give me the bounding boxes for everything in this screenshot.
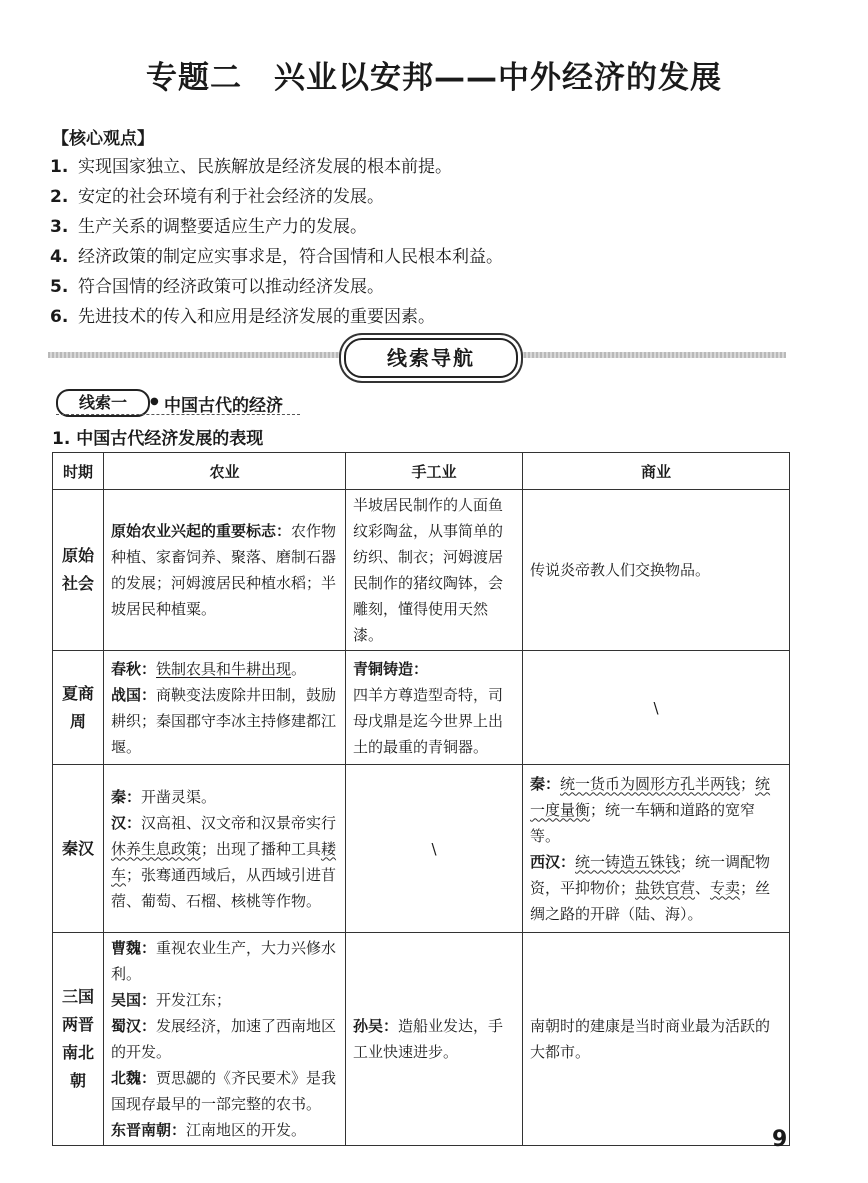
cell-text: ；统一车辆和道路的宽窄等。 [530, 800, 756, 845]
commerce-cell-empty: \ [523, 651, 790, 765]
clue-title: 中国古代的经济 [164, 396, 283, 416]
divider-right [520, 352, 786, 358]
cell-text: 开发江东； [156, 991, 232, 1009]
cell-text: 汉高祖、汉文帝和汉景帝实行 [141, 813, 337, 832]
table-header-row [53, 453, 790, 490]
cell-text: ；张骞通西域后，从西域引进苜蓿、葡萄、石榴、核桃等作物。 [111, 865, 337, 910]
commerce-cell: 南朝时的建康是当时商业最为活跃的大都市。 [523, 933, 790, 1146]
core-views-list [50, 152, 830, 332]
keyword: 秦： [530, 774, 561, 793]
handicraft-cell [346, 933, 523, 1146]
item-number: 3. [50, 217, 69, 237]
clue-underline [56, 414, 300, 415]
commerce-cell: 传说炎帝教人们交换物品。 [523, 490, 790, 651]
keyword: 曹魏： [111, 939, 157, 957]
list-item [50, 152, 830, 182]
cell-text: 四羊方尊造型奇特，司母戊鼎是迄今世界上出土的最重的青铜器。 [353, 685, 504, 756]
cell-text: 重视农业生产，大力兴修水利。 [111, 939, 337, 983]
underlined-text: 铁制农具和牛耕出现 [156, 659, 292, 678]
keyword: 春秋： [111, 659, 157, 678]
item-text: 符合国情的经济政策可以推动经济发展。 [78, 277, 384, 297]
keyword: 蜀汉： [111, 1017, 157, 1035]
wavy-underlined-text: 专卖 [710, 878, 741, 897]
list-item [50, 182, 830, 212]
cell-text: 贾思勰的《齐民要术》是我国现存最早的一部完整的农书。 [111, 1069, 337, 1113]
column-header-commerce: 商业 [523, 453, 790, 490]
page-number: 9 [772, 1127, 788, 1152]
core-views-header: 【核心观点】 [52, 129, 154, 149]
table-row [53, 765, 790, 933]
item-number: 5. [50, 277, 69, 297]
item-number: 6. [50, 307, 69, 327]
cell-text: ；出现了播种工具 [201, 839, 322, 858]
clue-navigation-banner: 线索导航 [344, 338, 518, 378]
keyword: 北魏： [111, 1069, 157, 1087]
column-header-agriculture: 农业 [104, 453, 346, 490]
period-cell: 夏商周 [53, 651, 104, 765]
commerce-cell [523, 765, 790, 933]
cell-text: 农作物种植、家畜饲养、聚落、磨制石器的发展；河姆渡居民种植水稻；半坡居民种植粟。 [111, 522, 337, 618]
cell-text: 造船业发达，手工业快速进步。 [353, 1017, 504, 1061]
keyword: 原始农业兴起的重要标志： [111, 522, 292, 540]
handicraft-cell [346, 651, 523, 765]
table-row [53, 933, 790, 1146]
keyword: 西汉： [530, 852, 576, 871]
wavy-underlined-text: 统一铸造五铢钱 [575, 852, 681, 871]
agriculture-cell [104, 933, 346, 1146]
item-text: 先进技术的传入和应用是经济发展的重要因素。 [78, 307, 435, 327]
item-text: 安定的社会环境有利于社会经济的发展。 [78, 187, 384, 207]
cell-text: 开凿灵渠。 [141, 787, 217, 806]
period-cell: 原始社会 [53, 490, 104, 651]
column-header-handicraft: 手工业 [346, 453, 523, 490]
cell-text: 。 [291, 659, 307, 678]
economy-table [52, 452, 790, 1146]
agriculture-cell [104, 490, 346, 651]
wavy-underlined-text: 统一度量衡 [530, 774, 771, 819]
agriculture-cell [104, 765, 346, 933]
period-cell: 秦汉 [53, 765, 104, 933]
item-text: 实现国家独立、民族解放是经济发展的根本前提。 [78, 157, 452, 177]
bullet-dot-icon: ● [150, 396, 159, 407]
section-heading: 1. 中国古代经济发展的表现 [52, 429, 264, 449]
cell-text: ；丝绸之路的开辟（陆、海）。 [530, 878, 771, 923]
wavy-underlined-text: 休养生息政策 [111, 839, 202, 858]
cell-text: ；统一调配物资，平抑物价； [530, 852, 771, 897]
item-text: 经济政策的制定应实事求是，符合国情和人民根本利益。 [78, 247, 503, 267]
keyword: 汉： [111, 813, 142, 832]
item-number: 2. [50, 187, 69, 207]
list-item [50, 212, 830, 242]
wavy-underlined-text: 耧车 [111, 839, 337, 884]
keyword: 战国： [111, 685, 157, 704]
period-cell: 三国两晋南北朝 [53, 933, 104, 1146]
wavy-underlined-text: 盐铁官营 [635, 878, 696, 897]
divider-left [48, 352, 344, 358]
list-item [50, 272, 830, 302]
keyword: 孙吴： [353, 1017, 399, 1035]
table-row [53, 651, 790, 765]
keyword: 吴国： [111, 991, 157, 1009]
clue-label: 线索一 [56, 389, 150, 417]
cell-text: 、 [695, 878, 711, 897]
item-text: 生产关系的调整要适应生产力的发展。 [78, 217, 367, 237]
handicraft-cell-empty: \ [346, 765, 523, 933]
item-number: 1. [50, 157, 69, 177]
table-row [53, 490, 790, 651]
keyword: 秦： [111, 787, 142, 806]
list-item [50, 302, 830, 332]
cell-text: 发展经济，加速了西南地区的开发。 [111, 1017, 337, 1061]
cell-text: 江南地区的开发。 [186, 1121, 307, 1139]
item-number: 4. [50, 247, 69, 267]
agriculture-cell [104, 651, 346, 765]
keyword: 东晋南朝： [111, 1121, 187, 1139]
handicraft-cell: 半坡居民制作的人面鱼纹彩陶盆，从事简单的纺织、制衣；河姆渡居民制作的猪纹陶钵，会雕刻，懂得使用天然漆。 [346, 490, 523, 651]
cell-text: 商鞅变法废除井田制，鼓励耕织；秦国郡守李冰主持修建都江堰。 [111, 685, 337, 756]
page-title: 专题二 兴业以安邦——中外经济的发展 [146, 60, 722, 96]
cell-text: ； [740, 774, 756, 793]
wavy-underlined-text: 统一货币为圆形方孔半两钱 [560, 774, 741, 793]
keyword: 青铜铸造： [353, 659, 429, 678]
list-item [50, 242, 830, 272]
column-header-period: 时期 [53, 453, 104, 490]
